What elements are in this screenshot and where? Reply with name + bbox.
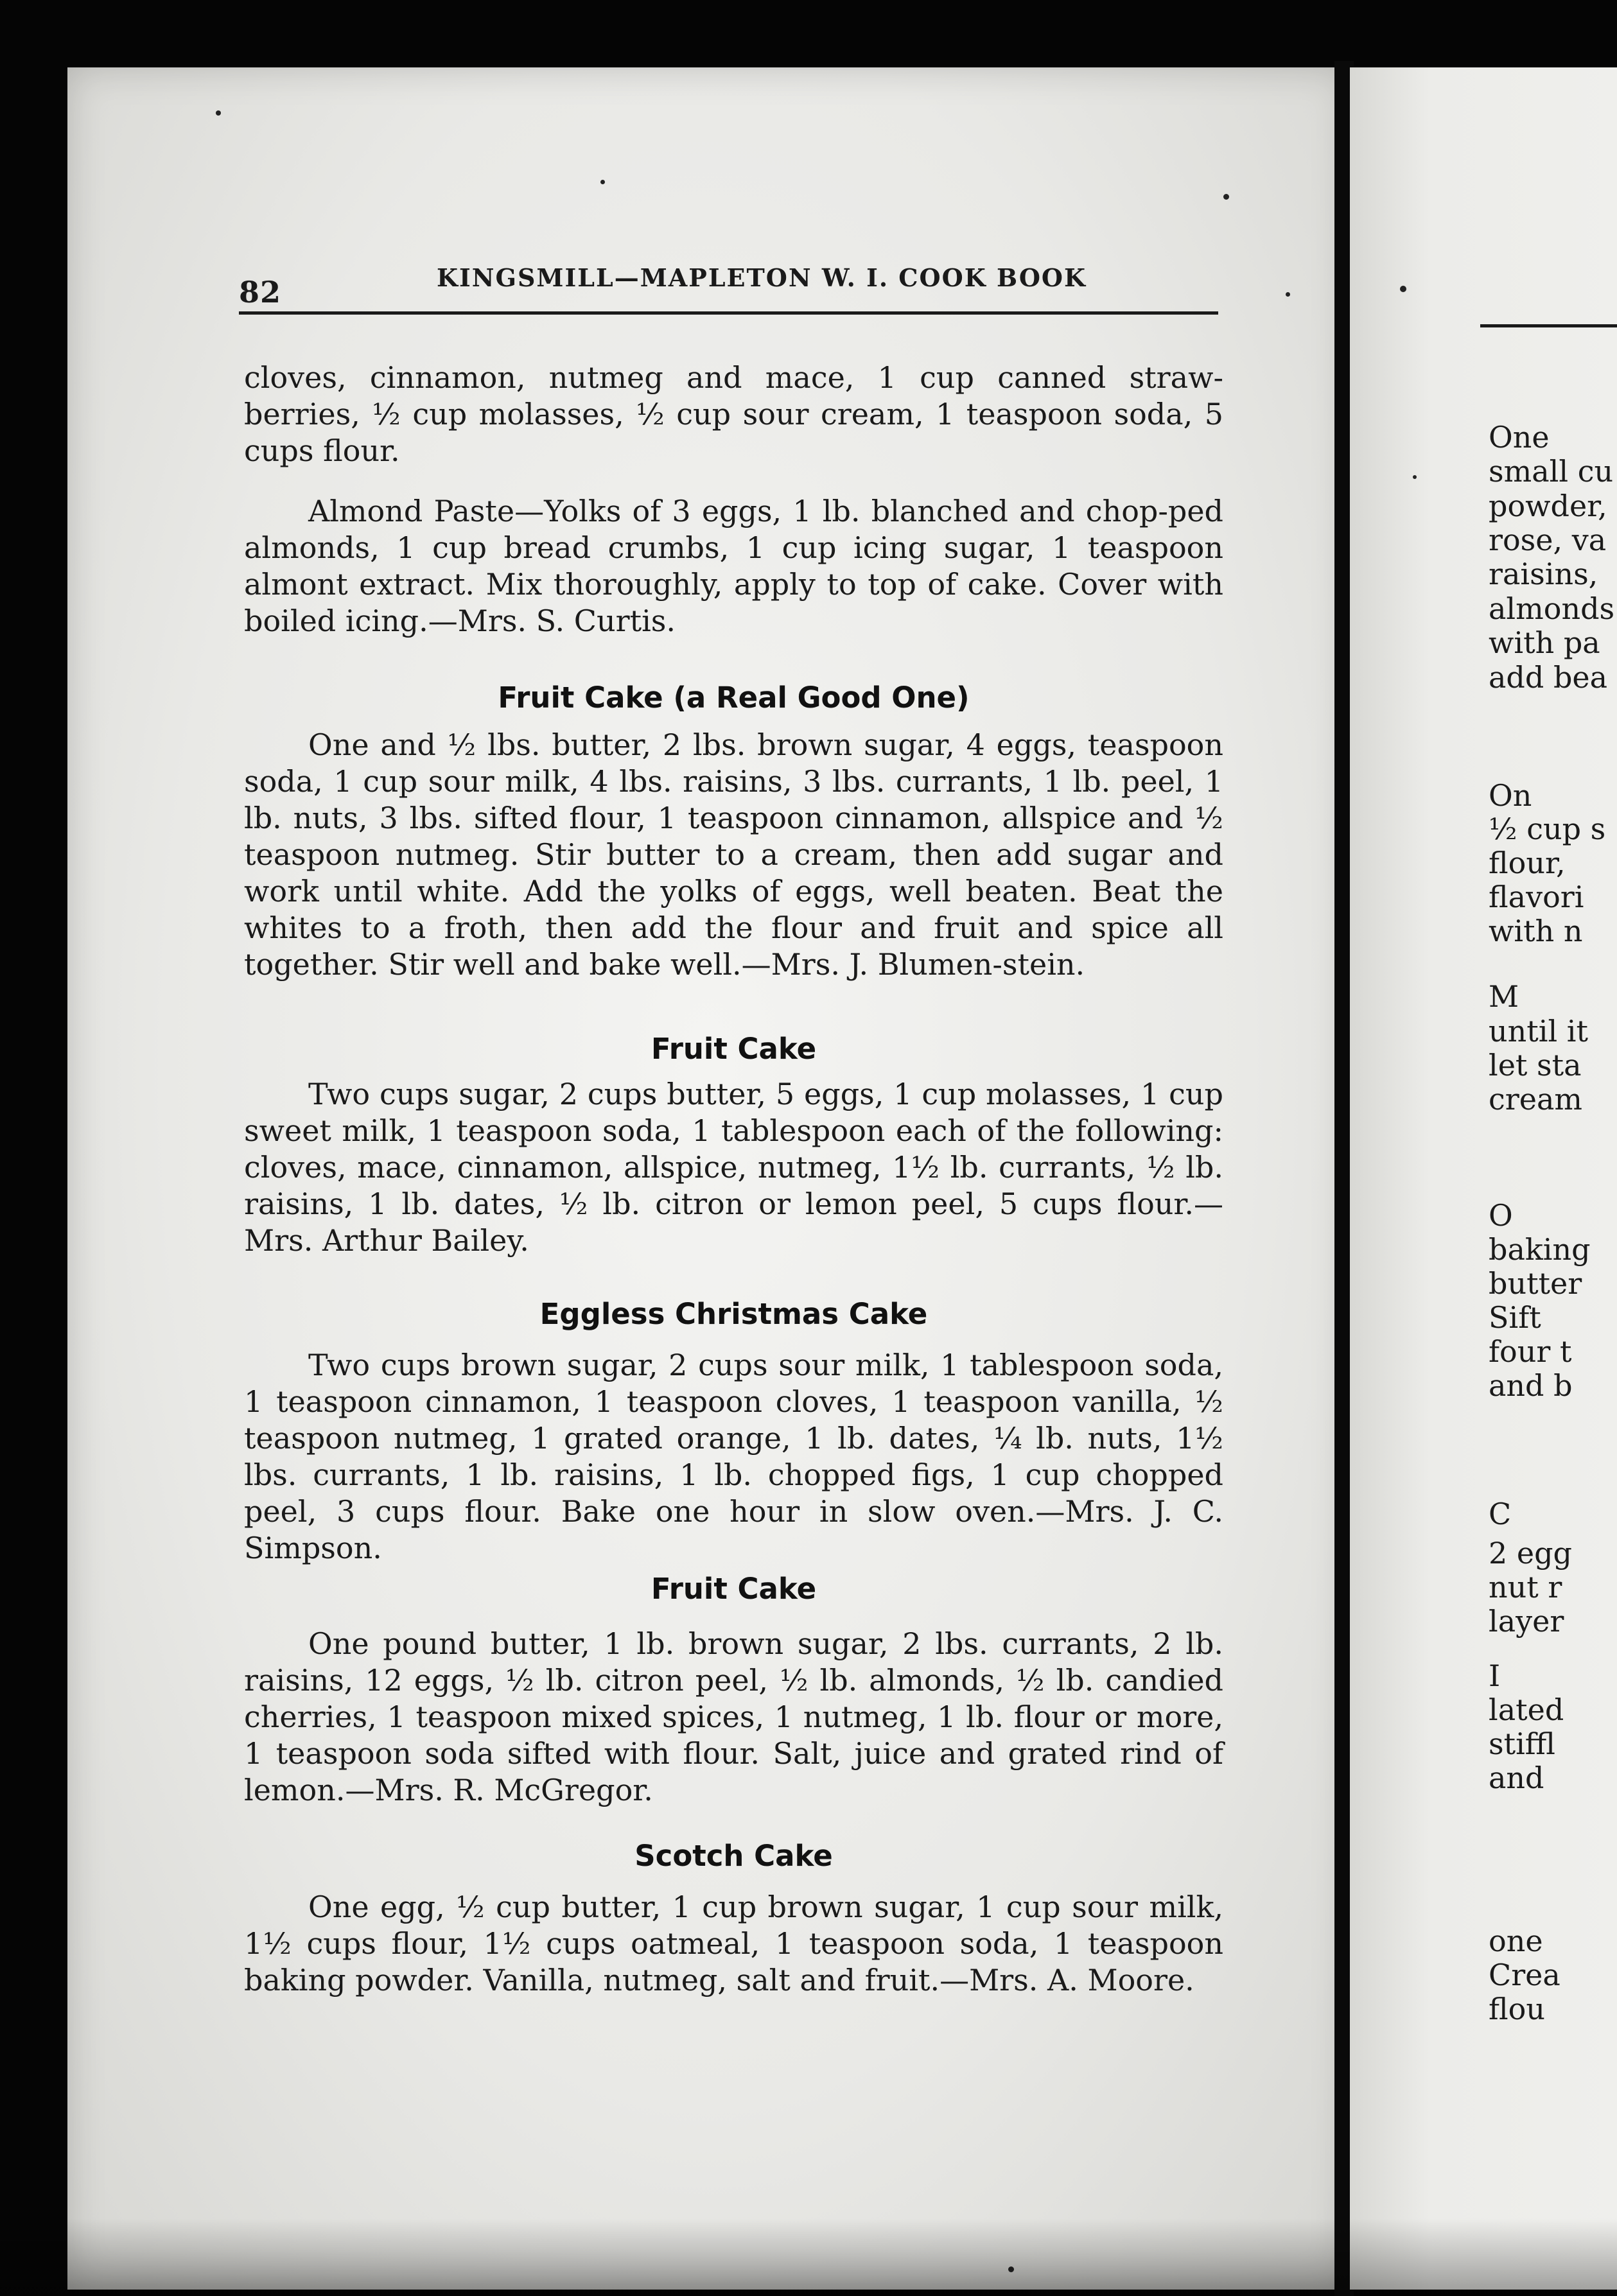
right-page-text-fragment: stiffl [1489, 1727, 1556, 1761]
running-head: KINGSMILL—MAPLETON W. I. COOK BOOK [437, 263, 1087, 292]
scan-speck [1400, 286, 1406, 292]
right-page-text-fragment: cream [1489, 1083, 1583, 1117]
right-page-text-fragment: baking [1489, 1233, 1591, 1267]
right-page-text-fragment: ½ cup s [1489, 812, 1606, 846]
recipe-body: One egg, ½ cup butter, 1 cup brown sugar, 1 cup sour milk, 1½ cups flour, 1½ cups oatmeal, 1 teaspoon soda, 1 teaspoon baking powder. Vanilla, nutmeg, salt and fruit.—Mrs. A. Moore. [244, 1890, 1223, 1997]
recipe-body: Two cups sugar, 2 cups butter, 5 eggs, 1 cup molasses, 1 cup sweet milk, 1 teaspoon soda, 1 tablespoon each of the following: cloves, mace, cinnamon, allspice, nutmeg, 1½ lb. currants, ½ lb. raisins, 1 lb. dates, ½ lb. citron or lemon peel, 5 cups flour.—Mrs. Arthur Bailey. [244, 1077, 1223, 1258]
right-page-text-fragment: M [1489, 980, 1519, 1014]
right-page-text-fragment: flavori [1489, 880, 1584, 914]
right-page-text-fragment: One [1489, 421, 1550, 455]
right-page-text-fragment: lated [1489, 1693, 1564, 1727]
right-page-text-fragment: until it [1489, 1014, 1588, 1048]
recipe-title: Eggless Christmas Cake [539, 1297, 928, 1331]
right-page-text-fragment: small cu [1489, 455, 1614, 489]
recipe-title: Fruit Cake [651, 1032, 817, 1066]
almond-paste-paragraph: Almond Paste—Yolks of 3 eggs, 1 lb. blanched and chop-ped almonds, 1 cup bread crumbs, 1 cup icing sugar, 1 teaspoon almont extract. Mix thoroughly, apply to top of cake. Cover with boiled icing.—Mrs. S. Curtis. [244, 494, 1223, 638]
right-page-text-fragment: Sift [1489, 1301, 1541, 1335]
right-page-text-fragment: almonds [1489, 592, 1615, 626]
scan-speck [1223, 194, 1229, 200]
right-page-text-fragment: C [1489, 1497, 1512, 1531]
intro-paragraph: cloves, cinnamon, nutmeg and mace, 1 cup canned straw-berries, ½ cup molasses, ½ cup sour cream, 1 teaspoon soda, 5 cups flour. [244, 360, 1223, 468]
right-page-text-fragment: layer [1489, 1605, 1564, 1639]
right-page-text-fragment: Crea [1489, 1958, 1560, 1992]
right-page-text-fragment: with n [1489, 914, 1583, 948]
header-rule [239, 311, 1218, 315]
scan-speck [1286, 292, 1290, 297]
right-page-text-fragment: flou [1489, 1992, 1546, 2026]
recipe-title: Fruit Cake [651, 1572, 817, 1606]
right-page-text-fragment: On [1489, 779, 1532, 813]
recipe-body: One pound butter, 1 lb. brown sugar, 2 lbs. currants, 2 lb. raisins, 12 eggs, ½ lb. citron peel, ½ lb. almonds, ½ lb. candied cherries, 1 teaspoon mixed spices, 1 nutmeg, 1 lb. flour or more, 1 teaspoon soda sifted with flour. Salt, juice and grated rind of lemon.—Mrs. R. McGregor. [244, 1626, 1223, 1807]
recipe-body: Two cups brown sugar, 2 cups sour milk, 1 tablespoon soda, 1 teaspoon cinnamon, 1 teaspoon cloves, 1 teaspoon vanilla, ½ teaspoon nutmeg, 1 grated orange, 1 lb. dates, ¼ lb. nuts, 1½ lbs. currants, 1 lb. raisins, 1 lb. chopped figs, 1 cup chopped peel, 3 cups flour. Bake one hour in slow oven.—Mrs. J. C. Simpson. [244, 1348, 1223, 1565]
right-page-text-fragment: one [1489, 1924, 1543, 1958]
right-page-text-fragment: 2 egg [1489, 1536, 1573, 1570]
scan-speck [1413, 475, 1417, 479]
right-page-text-fragment: and b [1489, 1369, 1573, 1403]
page-number: 82 [239, 275, 282, 309]
right-page-text-fragment: four t [1489, 1335, 1572, 1369]
right-page-text-fragment: and [1489, 1761, 1544, 1795]
right-page-text-fragment: add bea [1489, 661, 1608, 695]
scan-bottom-shadow [0, 2218, 1617, 2296]
scan-speck [600, 180, 605, 184]
right-page-text-fragment: let sta [1489, 1048, 1582, 1083]
right-header-rule [1480, 324, 1617, 327]
recipe-title: Fruit Cake (a Real Good One) [498, 681, 970, 715]
right-page-text-fragment: powder, [1489, 489, 1607, 523]
right-page-text-fragment: butter [1489, 1267, 1582, 1301]
right-page-text-fragment: rose, va [1489, 523, 1607, 557]
recipe-title: Scotch Cake [634, 1839, 833, 1873]
right-page-text-fragment: nut r [1489, 1570, 1562, 1605]
scan-speck [216, 110, 221, 116]
right-page-text-fragment: with pa [1489, 626, 1600, 660]
right-page-text-fragment: O [1489, 1199, 1513, 1233]
recipe-body: One and ½ lbs. butter, 2 lbs. brown sugar, 4 eggs, teaspoon soda, 1 cup sour milk, 4 lbs. raisins, 3 lbs. currants, 1 lb. peel, 1 lb. nuts, 3 lbs. sifted flour, 1 teaspoon cinnamon, allspice and ½ teaspoon nutmeg. Stir butter to a cream, then add sugar and work until white. Add the yolks of eggs, well beaten. Beat the whites to a froth, then add the flour and fruit and spice all together. Stir well and bake well.—Mrs. J. Blumen-stein. [244, 727, 1223, 982]
right-page-text-fragment: raisins, [1489, 557, 1598, 591]
right-page-text-fragment: flour, [1489, 846, 1566, 880]
right-page-text-fragment: I [1489, 1659, 1501, 1693]
